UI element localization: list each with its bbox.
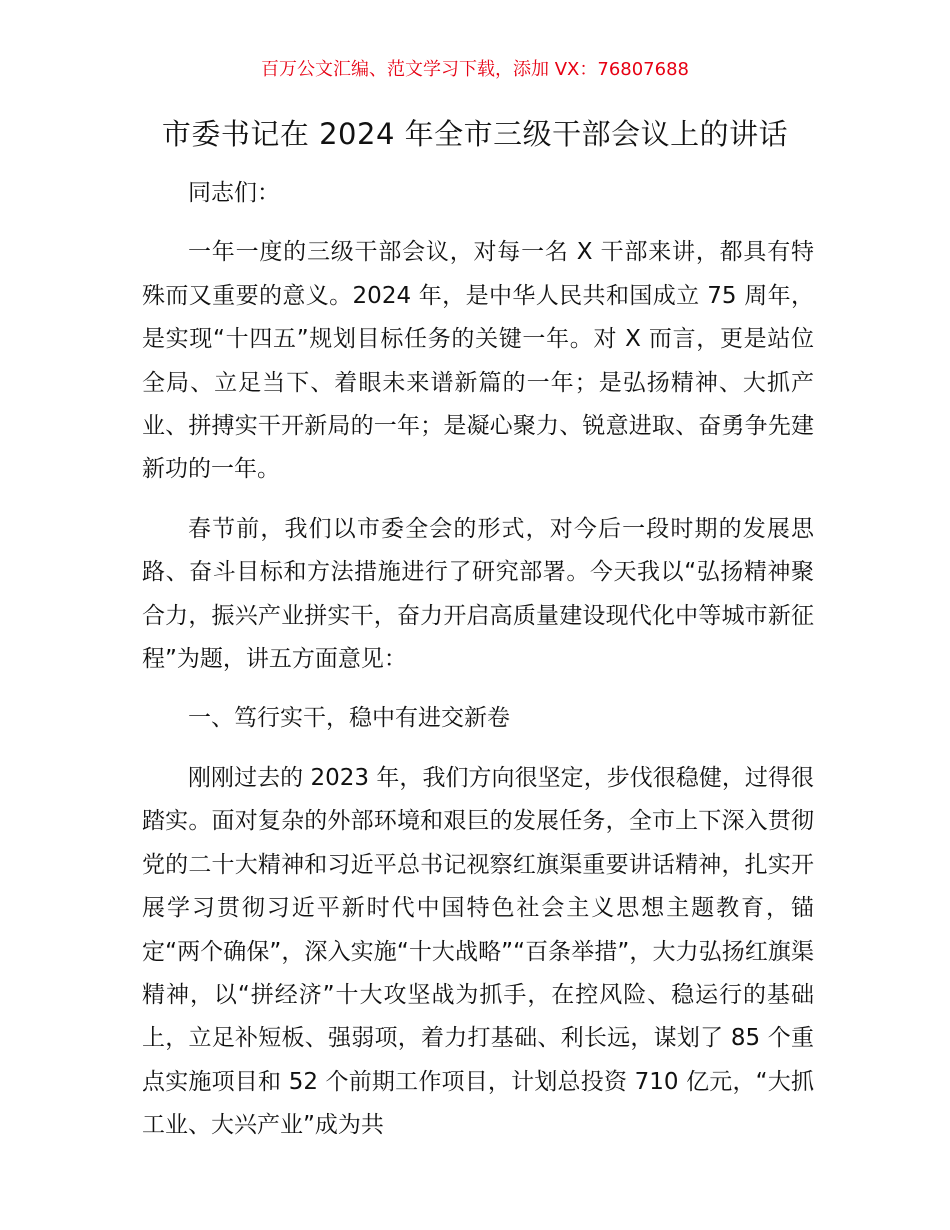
document-title: 市委书记在 2024 年全市三级干部会议上的讲话	[161, 117, 789, 151]
paragraph: 刚刚过去的 2023 年，我们方向很坚定，步伐很稳健，过得很踏实。面对复杂的外部环境和艰巨的发展任务，全市上下深入贯彻党的二十大精神和习近平总书记视察红旗渠重要讲话精神，扎实开展学习贯彻习近平新时代中国特色社会主义思想主题教育，锚定“两个确保”，深入实施“十大战略”“百条举措”，大力弘扬红旗渠精神，以“拼经济”十大攻坚战为抓手，在控风险、稳运行的基础上，立足补短板、强弱项，着力打基础、利长远，谋划了 85 个重点实施项目和 52 个前期工作项目，计划总投资 710 亿元，“大抓工业、大兴产业”成为共	[142, 764, 814, 1139]
section-heading: 一、笃行实干，稳中有进交新卷	[188, 705, 510, 732]
paragraph: 春节前，我们以市委全会的形式，对今后一段时期的发展思路、奋斗目标和方法措施进行了研究部署。今天我以“弘扬精神聚合力，振兴产业拼实干，奋力开启高质量建设现代化中等城市新征程”为题，讲五方面意见：	[142, 515, 814, 673]
paragraph: 一年一度的三级干部会议，对每一名 X 干部来讲，都具有特殊而又重要的意义。2024 年，是中华人民共和国成立 75 周年，是实现“十四五”规划目标任务的关键一年。对 X 而言，更是站位全局、立足当下、着眼未来谱新篇的一年；是弘扬精神、大抓产业、拼搏实干开新局的一年；是凝心聚力、锐意进取、奋勇争先建新功的一年。	[142, 239, 814, 483]
header-banner: 百万公文汇编、范文学习下载，添加 VX：76807688	[261, 59, 689, 80]
document-body	[142, 172, 814, 1164]
salutation: 同志们：	[188, 180, 280, 206]
